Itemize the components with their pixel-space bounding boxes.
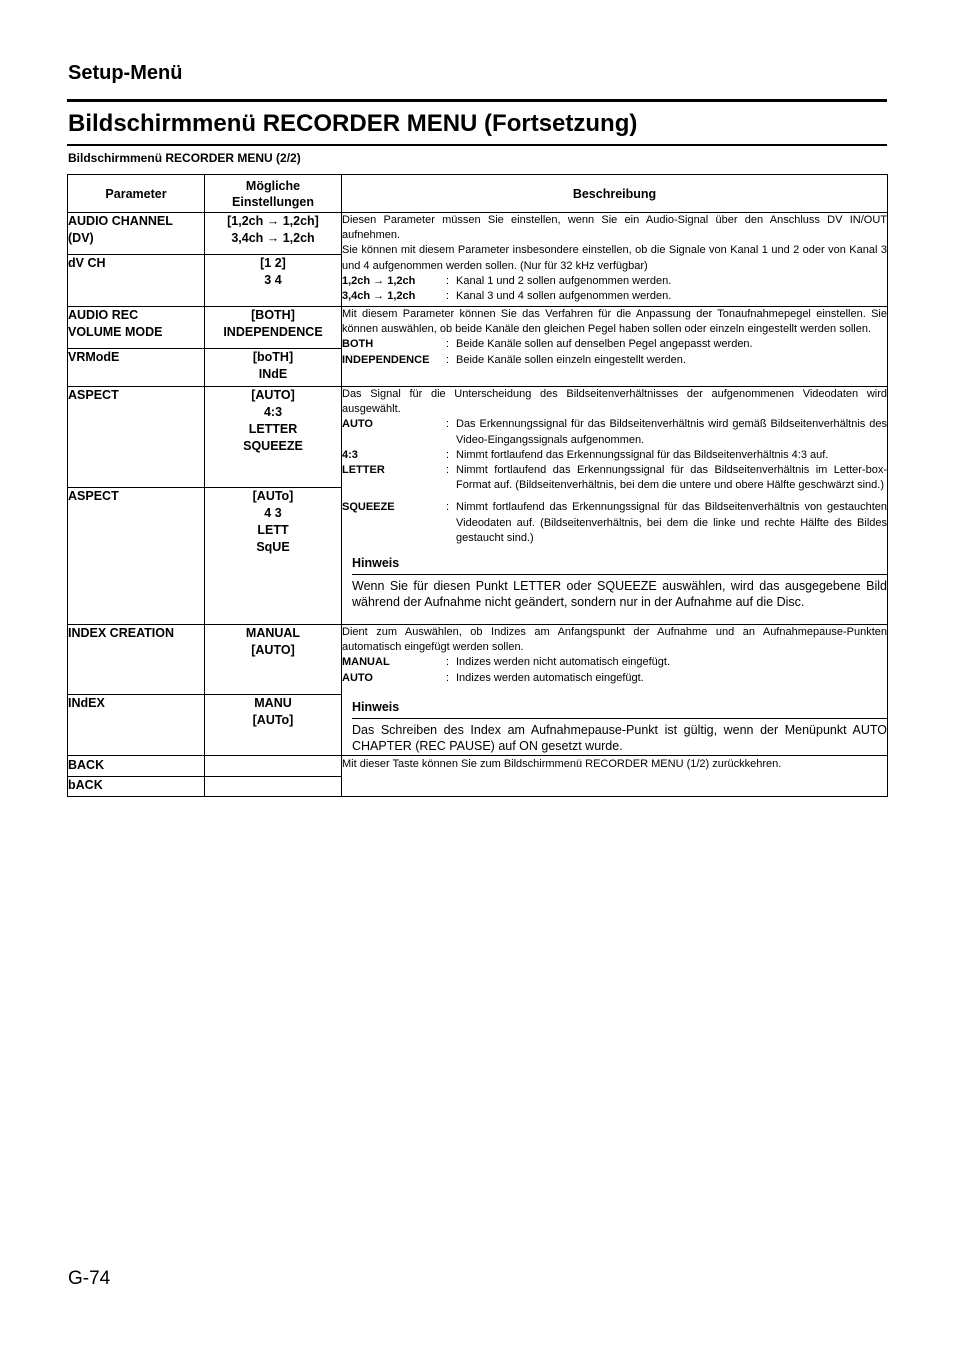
table-row — [68, 213, 888, 255]
table-row — [68, 625, 888, 695]
param-label: ASPECT — [68, 388, 119, 402]
option-key: LETTER — [342, 464, 385, 477]
page-number: G-74 — [68, 1268, 111, 1289]
param-label: ASPECT — [68, 489, 119, 503]
note-box — [352, 556, 887, 610]
param-cell — [68, 777, 205, 797]
option-text: Indizes werden nicht automatisch eingefügt. — [456, 656, 671, 669]
section-title: Setup-Menü — [68, 62, 183, 84]
note-text: Das Schreiben des Index am Aufnahmepause-Punkt ist gültig, wenn der Menüpunkt AUTO CHAPTER (REC PAUSE) auf ON gesetzt wurde. — [352, 723, 887, 754]
settings-cell — [205, 349, 342, 387]
table-row — [68, 307, 888, 349]
table-row — [68, 756, 888, 777]
description-cell — [342, 307, 888, 387]
settings-cell — [205, 625, 342, 695]
header-settings — [205, 175, 342, 213]
param-label: AUDIO REC — [68, 308, 139, 322]
param-cell — [68, 488, 205, 625]
setting-value: 4:3 — [263, 405, 283, 419]
setting-value: 3,4ch → 1,2ch — [231, 231, 315, 245]
param-cell — [68, 213, 205, 255]
option-item: BOTH : Beide Kanäle sollen auf denselben Pegel angepasst werden. — [342, 337, 887, 352]
option-key: 3,4ch → 1,2ch — [342, 290, 416, 303]
setting-value: SQUEEZE — [243, 439, 303, 453]
param-cell — [68, 307, 205, 349]
option-item: SQUEEZE : Nimmt fortlaufend das Erkennungssignal für das Bildseitenverhältnis von gestauchten Videodaten auf. (Bildseitenverhältnis, bei dem die linke und rechte Hälfte des Bildes gestaucht sind.) — [342, 500, 887, 546]
settings-cell — [205, 695, 342, 756]
option-key: INDEPENDENCE — [342, 353, 430, 366]
param-label: dV CH — [68, 256, 106, 270]
option-text: Kanal 3 und 4 sollen aufgenommen werden. — [456, 290, 672, 303]
setting-value: INDEPENDENCE — [223, 325, 323, 339]
param-label: VRModE — [68, 350, 120, 364]
settings-cell — [205, 777, 342, 797]
description-text: Dient zum Auswählen, ob Indizes am Anfangspunkt der Aufnahme und an Aufnahmepause-Punkten automatisch eingefügt werden sollen. — [342, 626, 887, 654]
description-text: Mit dieser Taste können Sie zum Bildschirmmenü RECORDER MENU (1/2) zurückkehren. — [342, 758, 782, 770]
option-text: Beide Kanäle sollen einzeln eingestellt werden. — [456, 353, 686, 366]
param-label: bACK — [68, 778, 103, 792]
option-text: Beide Kanäle sollen auf denselben Pegel angepasst werden. — [456, 338, 753, 351]
header-parameter: Parameter — [68, 175, 205, 213]
setting-value: [AUTO] — [251, 388, 295, 402]
option-key: AUTO — [342, 418, 373, 431]
note-title: Hinweis — [352, 700, 887, 719]
setting-value: INdE — [258, 367, 288, 381]
option-item: AUTO : Das Erkennungssignal für das Bildseitenverhältnis wird gemäß Bildseitenverhältnis des Video-Eingangssignals aufgenommen. — [342, 417, 887, 447]
param-label: VOLUME MODE — [68, 325, 163, 339]
setting-value: 3 4 — [264, 273, 282, 287]
option-key: 1,2ch → 1,2ch — [342, 274, 416, 287]
param-cell — [68, 349, 205, 387]
description-cell — [342, 625, 888, 756]
settings-cell — [205, 255, 342, 307]
page-title: Bildschirmmenü RECORDER MENU (Fortsetzung) — [68, 110, 638, 137]
option-key: 4:3 — [342, 448, 358, 461]
description-text: Sie können mit diesem Parameter insbesondere einstellen, ob die Signale von Kanal 1 und 2 oder von Kanal 3 und 4 aufgenommen werden sollen. (Nur für 32 kHz verfügbar) — [342, 244, 887, 272]
note-box — [352, 700, 887, 754]
option-item: AUTO : Indizes werden automatisch eingefügt. — [342, 671, 887, 686]
description-cell — [342, 387, 888, 625]
option-text: Nimmt fortlaufend das Erkennungssignal für das Bildseitenverhältnis von gestauchten Videodaten auf. (Bildseitenverhältnis, bei dem die linke und rechte Hälfte des Bildes gestaucht sind.) — [456, 501, 887, 544]
setting-value: 4 3 — [264, 506, 282, 520]
param-cell — [68, 625, 205, 695]
param-label: INDEX CREATION — [68, 626, 175, 640]
param-cell — [68, 756, 205, 777]
setting-value: SqUE — [256, 540, 290, 554]
option-text: Indizes werden automatisch eingefügt. — [456, 671, 644, 684]
option-key: AUTO — [342, 671, 373, 684]
title-rule — [67, 144, 887, 146]
option-text: Kanal 1 und 2 sollen aufgenommen werden. — [456, 274, 672, 287]
settings-cell — [205, 387, 342, 488]
setting-value: [1 2] — [260, 256, 286, 270]
option-key: MANUAL — [342, 656, 390, 669]
description-text: Das Signal für die Unterscheidung des Bildseitenverhältnisses der aufgenommenen Videodaten wird ausgewählt. — [342, 388, 887, 416]
description-cell — [342, 213, 888, 307]
header-settings-line1: Mögliche — [245, 178, 301, 193]
note-title: Hinweis — [352, 556, 887, 575]
setting-value: [AUTo] — [252, 713, 294, 727]
setting-value: [AUTo] — [252, 489, 294, 503]
note-text: Wenn Sie für diesen Punkt LETTER oder SQUEEZE auswählen, wird das ausgegebene Bild während der Aufnahme nicht geändert, sondern nur in der Aufnahme auf die Disc. — [352, 579, 887, 610]
settings-cell — [205, 756, 342, 777]
setting-value: LETT — [257, 523, 289, 537]
description-cell — [342, 756, 888, 797]
param-label: BACK — [68, 758, 105, 772]
option-text: Nimmt fortlaufend das Erkennungssignal für das Bildseitenverhältnis im Letter-box-Format auf. (Bildseitenverhältnis, bei dem die untere und obere Hälfte geschwärzt sind.) — [456, 464, 887, 492]
option-item: LETTER : Nimmt fortlaufend das Erkennungssignal für das Bildseitenverhältnis im Letter-box-Format auf. (Bildseitenverhältnis, bei dem die untere und obere Hälfte geschwärzt sind.) — [342, 463, 887, 493]
setting-value: [AUTO] — [251, 643, 295, 657]
option-key: BOTH — [342, 338, 374, 351]
header-description: Beschreibung — [342, 175, 888, 213]
option-item: 1,2ch → 1,2ch : Kanal 1 und 2 sollen aufgenommen werden. — [342, 274, 887, 289]
option-text: Nimmt fortlaufend das Erkennungssignal für das Bildseitenverhältnis 4:3 auf. — [456, 448, 829, 461]
option-key: SQUEEZE — [342, 501, 395, 514]
option-item: MANUAL : Indizes werden nicht automatisch eingefügt. — [342, 655, 887, 670]
option-text: Das Erkennungssignal für das Bildseitenverhältnis wird gemäß Bildseitenverhältnis des Video-Eingangssignals aufgenommen. — [456, 418, 887, 446]
option-item: INDEPENDENCE : Beide Kanäle sollen einzeln eingestellt werden. — [342, 353, 887, 368]
settings-table — [67, 174, 888, 797]
settings-cell — [205, 307, 342, 349]
table-row — [68, 387, 888, 488]
param-label: AUDIO CHANNEL — [68, 214, 173, 228]
setting-value: MANU — [254, 696, 292, 710]
param-cell — [68, 695, 205, 756]
settings-cell — [205, 213, 342, 255]
table-header-row — [68, 175, 888, 213]
table-caption: Bildschirmmenü RECORDER MENU (2/2) — [68, 151, 301, 165]
setting-value: [boTH] — [252, 350, 294, 364]
option-item: 4:3 : Nimmt fortlaufend das Erkennungssignal für das Bildseitenverhältnis 4:3 auf. — [342, 448, 887, 463]
setting-value: MANUAL — [245, 626, 301, 640]
param-label: INdEX — [68, 696, 105, 710]
param-cell — [68, 387, 205, 488]
setting-value: [BOTH] — [251, 308, 295, 322]
header-rule — [67, 99, 887, 102]
description-text: Diesen Parameter müssen Sie einstellen, wenn Sie ein Audio-Signal über den Anschluss DV IN/OUT aufnehmen. — [342, 214, 887, 242]
settings-cell — [205, 488, 342, 625]
param-label: (DV) — [68, 231, 94, 245]
setting-value: LETTER — [248, 422, 298, 436]
header-settings-line2: Einstellungen — [232, 194, 314, 209]
option-item: 3,4ch → 1,2ch : Kanal 3 und 4 sollen aufgenommen werden. — [342, 289, 887, 304]
description-text: Mit diesem Parameter können Sie das Verfahren für die Anpassung der Tonaufnahmepegel einstellen. Sie können auswählen, ob beide Kanäle den gleichen Pegel haben sollen oder einzeln eingestellt werden sollen. — [342, 308, 887, 336]
param-cell — [68, 255, 205, 307]
setting-value: [1,2ch → 1,2ch] — [227, 214, 319, 228]
